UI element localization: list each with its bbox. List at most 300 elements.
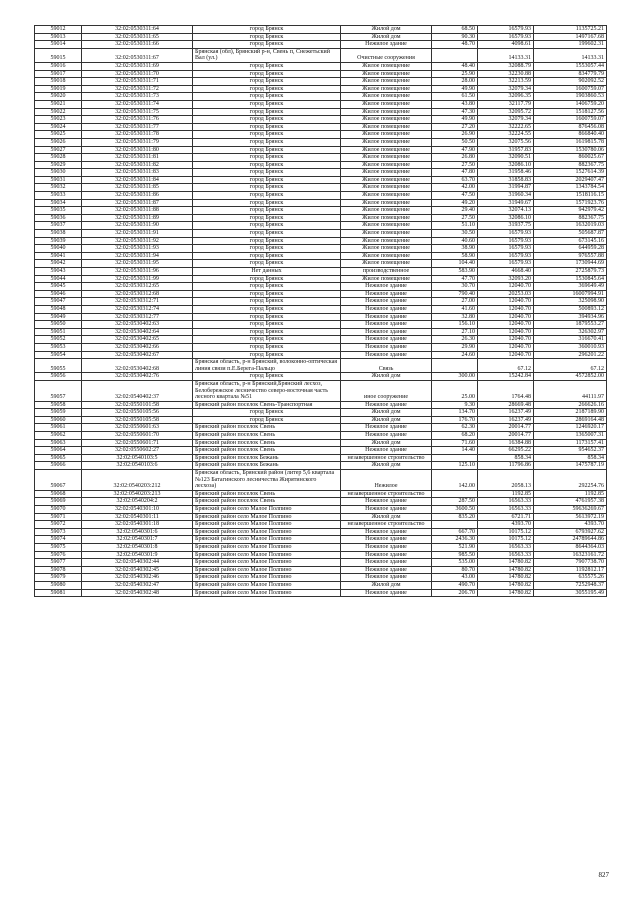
cost-per-unit-cell: 16579.93 bbox=[478, 260, 534, 268]
cadastral-number-cell: 32:02:0550101:58 bbox=[82, 401, 193, 409]
address-cell: Брянский район поселок Свень bbox=[193, 424, 341, 432]
cost-per-unit-cell: 32075.56 bbox=[478, 138, 534, 146]
cadastral-number-cell: 32:02:0530402:63 bbox=[82, 321, 193, 329]
address-cell: город Брянск bbox=[193, 416, 341, 424]
row-number-cell: 59078 bbox=[35, 566, 82, 574]
table-row bbox=[35, 230, 607, 238]
row-number-cell: 59052 bbox=[35, 336, 82, 344]
object-type-cell: Жилой дом bbox=[341, 462, 432, 470]
address-cell: город Брянск bbox=[193, 169, 341, 177]
table-row bbox=[35, 123, 607, 131]
table-row bbox=[35, 401, 607, 409]
row-number-cell: 59043 bbox=[35, 268, 82, 276]
object-type-cell: Жилой дом bbox=[341, 373, 432, 381]
object-type-cell: Жилое помещение bbox=[341, 184, 432, 192]
cost-per-unit-cell: 32079.34 bbox=[478, 85, 534, 93]
row-number-cell: 59025 bbox=[35, 131, 82, 139]
cost-per-unit-cell: 20253.03 bbox=[478, 290, 534, 298]
object-type-cell: Нежилое bbox=[341, 470, 432, 491]
cadastral-value-cell: 1518127.56 bbox=[534, 108, 607, 116]
object-type-cell: Нежилое здание bbox=[341, 589, 432, 597]
table-row bbox=[35, 154, 607, 162]
cost-per-unit-cell: 12040.70 bbox=[478, 298, 534, 306]
area-cell: 27.50 bbox=[432, 214, 478, 222]
area-cell: 26.30 bbox=[432, 336, 478, 344]
object-type-cell: Жилое помещение bbox=[341, 207, 432, 215]
object-type-cell: Жилое помещение bbox=[341, 85, 432, 93]
object-type-cell: Нежилое здание bbox=[341, 447, 432, 455]
cost-per-unit-cell: 32088.79 bbox=[478, 62, 534, 70]
object-type-cell: Нежилое здание bbox=[341, 559, 432, 567]
cadastral-number-cell: 32:02:0530311:99 bbox=[82, 275, 193, 283]
table-row bbox=[35, 192, 607, 200]
cadastral-number-cell: 32:02:0530311:80 bbox=[82, 146, 193, 154]
area-cell: 134.70 bbox=[432, 409, 478, 417]
object-type-cell: незавершенное строительство bbox=[341, 454, 432, 462]
table-row bbox=[35, 131, 607, 139]
address-cell: город Брянск bbox=[193, 70, 341, 78]
object-type-cell: иное сооружение bbox=[341, 380, 432, 401]
cadastral-number-cell: 32:02:0550601:70 bbox=[82, 432, 193, 440]
table-row bbox=[35, 506, 607, 514]
cost-per-unit-cell: 14780.82 bbox=[478, 589, 534, 597]
cadastral-number-cell: 32:02:0530311:77 bbox=[82, 123, 193, 131]
cadastral-value-cell: 876456.08 bbox=[534, 123, 607, 131]
cost-per-unit-cell: 16563.33 bbox=[478, 543, 534, 551]
object-type-cell: Жилое помещение bbox=[341, 260, 432, 268]
area-cell: 47.70 bbox=[432, 275, 478, 283]
row-number-cell: 59018 bbox=[35, 78, 82, 86]
address-cell: город Брянск bbox=[193, 161, 341, 169]
cadastral-value-cell: 292254.76 bbox=[534, 470, 607, 491]
table-row bbox=[35, 409, 607, 417]
cost-per-unit-cell: 4668.40 bbox=[478, 268, 534, 276]
cost-per-unit-cell: 32090.51 bbox=[478, 154, 534, 162]
cadastral-value-cell: 1600759.07 bbox=[534, 85, 607, 93]
row-number-cell: 59034 bbox=[35, 199, 82, 207]
cadastral-number-cell: 32:02:0530311:86 bbox=[82, 192, 193, 200]
address-cell: Брянская область, Брянский район (литер 5,6 квартала №123 Батагинского лесничества Жирятинского лесхоза) bbox=[193, 470, 341, 491]
area-cell: 28.00 bbox=[432, 78, 478, 86]
address-cell: Брянский район поселок Свень bbox=[193, 490, 341, 498]
area-cell bbox=[432, 454, 478, 462]
table-row bbox=[35, 207, 607, 215]
object-type-cell: Жилое помещение bbox=[341, 230, 432, 238]
object-type-cell: Жилое помещение bbox=[341, 146, 432, 154]
object-type-cell: незавершенное строительство bbox=[341, 521, 432, 529]
cadastral-value-cell: 2725879.73 bbox=[534, 268, 607, 276]
address-cell: город Брянск bbox=[193, 62, 341, 70]
row-number-cell: 59066 bbox=[35, 462, 82, 470]
area-cell: 47.90 bbox=[432, 146, 478, 154]
cost-per-unit-cell: 12040.70 bbox=[478, 343, 534, 351]
cadastral-value-cell: 1527614.39 bbox=[534, 169, 607, 177]
address-cell: город Брянск bbox=[193, 237, 341, 245]
object-type-cell: Нежилое здание bbox=[341, 432, 432, 440]
row-number-cell: 59079 bbox=[35, 574, 82, 582]
object-type-cell: Жилой дом bbox=[341, 513, 432, 521]
cadastral-number-cell: 32:02:0540302:44 bbox=[82, 559, 193, 567]
row-number-cell: 59071 bbox=[35, 513, 82, 521]
table-row bbox=[35, 305, 607, 313]
row-number-cell: 59027 bbox=[35, 146, 82, 154]
table-row bbox=[35, 432, 607, 440]
row-number-cell: 59032 bbox=[35, 184, 82, 192]
row-number-cell: 59081 bbox=[35, 589, 82, 597]
cost-per-unit-cell: 32074.13 bbox=[478, 207, 534, 215]
cadastral-number-cell: 32:02:0530311:90 bbox=[82, 222, 193, 230]
cadastral-number-cell: 32:02:0540302:48 bbox=[82, 589, 193, 597]
cadastral-value-cell: 5613972.19 bbox=[534, 513, 607, 521]
area-cell: 27.00 bbox=[432, 298, 478, 306]
area-cell: 62.30 bbox=[432, 424, 478, 432]
cost-per-unit-cell: 31958.46 bbox=[478, 169, 534, 177]
row-number-cell: 59067 bbox=[35, 470, 82, 491]
area-cell: 32.80 bbox=[432, 313, 478, 321]
table-row bbox=[35, 551, 607, 559]
cadastral-value-cell: 1497167.68 bbox=[534, 33, 607, 41]
row-number-cell: 59036 bbox=[35, 214, 82, 222]
cost-per-unit-cell: 16237.49 bbox=[478, 409, 534, 417]
cost-per-unit-cell: 16579.93 bbox=[478, 33, 534, 41]
cadastral-value-cell: 316670.41 bbox=[534, 336, 607, 344]
object-type-cell: Нежилое здание bbox=[341, 283, 432, 291]
area-cell: 27.10 bbox=[432, 328, 478, 336]
object-type-cell: Жилое помещение bbox=[341, 169, 432, 177]
cadastral-number-cell: 32:02:0540301:8 bbox=[82, 543, 193, 551]
cost-per-unit-cell: 12040.70 bbox=[478, 321, 534, 329]
cadastral-value-cell: 1406759.20 bbox=[534, 100, 607, 108]
cadastral-value-cell: 858.34 bbox=[534, 454, 607, 462]
row-number-cell: 59080 bbox=[35, 581, 82, 589]
object-type-cell: Жилое помещение bbox=[341, 108, 432, 116]
area-cell: 835.20 bbox=[432, 513, 478, 521]
cost-per-unit-cell: 16579.93 bbox=[478, 245, 534, 253]
row-number-cell: 59068 bbox=[35, 490, 82, 498]
cadastral-value-cell: 4572852.00 bbox=[534, 373, 607, 381]
table-row bbox=[35, 521, 607, 529]
area-cell: 68.20 bbox=[432, 432, 478, 440]
cost-per-unit-cell: 6721.71 bbox=[478, 513, 534, 521]
cost-per-unit-cell: 32230.88 bbox=[478, 70, 534, 78]
cadastral-number-cell: 32:02:0530402:66 bbox=[82, 343, 193, 351]
cadastral-number-cell: 32:02:0540301:7 bbox=[82, 536, 193, 544]
object-type-cell: Жилой дом bbox=[341, 439, 432, 447]
area-cell: 30.50 bbox=[432, 230, 478, 238]
table-row bbox=[35, 559, 607, 567]
address-cell: город Брянск bbox=[193, 245, 341, 253]
cadastral-value-cell: 1553057.44 bbox=[534, 62, 607, 70]
row-number-cell: 59038 bbox=[35, 230, 82, 238]
area-cell: 25.90 bbox=[432, 70, 478, 78]
cost-per-unit-cell: 32095.72 bbox=[478, 108, 534, 116]
cadastral-value-cell: 59636269.67 bbox=[534, 506, 607, 514]
address-cell: город Брянск bbox=[193, 138, 341, 146]
object-type-cell: Жилой дом bbox=[341, 416, 432, 424]
object-type-cell: Жилой дом bbox=[341, 581, 432, 589]
table-row bbox=[35, 543, 607, 551]
cost-per-unit-cell: 4098.61 bbox=[478, 41, 534, 49]
cadastral-value-cell: 326302.97 bbox=[534, 328, 607, 336]
area-cell: 206.70 bbox=[432, 589, 478, 597]
table-row bbox=[35, 343, 607, 351]
cadastral-value-cell: 7252948.37 bbox=[534, 581, 607, 589]
cadastral-number-cell: 32:02:0530311:95 bbox=[82, 260, 193, 268]
cadastral-number-cell: 32:02:0530311:91 bbox=[82, 230, 193, 238]
object-type-cell: Жилое помещение bbox=[341, 275, 432, 283]
table-row bbox=[35, 161, 607, 169]
row-number-cell: 59012 bbox=[35, 26, 82, 34]
address-cell: город Брянск bbox=[193, 116, 341, 124]
table-row bbox=[35, 33, 607, 41]
row-number-cell: 59016 bbox=[35, 62, 82, 70]
table-row bbox=[35, 41, 607, 49]
cadastral-number-cell: 32:02:0550105:56 bbox=[82, 409, 193, 417]
cadastral-number-cell: 32:02:0530311:79 bbox=[82, 138, 193, 146]
row-number-cell: 59020 bbox=[35, 93, 82, 101]
area-cell: 9.30 bbox=[432, 401, 478, 409]
table-row bbox=[35, 214, 607, 222]
cadastral-value-cell: 44111.97 bbox=[534, 380, 607, 401]
table-row bbox=[35, 298, 607, 306]
object-type-cell: Нежилое здание bbox=[341, 351, 432, 359]
object-type-cell: производственное bbox=[341, 268, 432, 276]
cadastral-value-cell: 16323161.72 bbox=[534, 551, 607, 559]
cadastral-value-cell: 1475787.19 bbox=[534, 462, 607, 470]
cadastral-value-cell: 902092.52 bbox=[534, 78, 607, 86]
table-row bbox=[35, 62, 607, 70]
cadastral-number-cell: 32:02:0530312:71 bbox=[82, 298, 193, 306]
object-type-cell: Жилое помещение bbox=[341, 78, 432, 86]
object-type-cell: Жилое помещение bbox=[341, 161, 432, 169]
address-cell: город Брянск bbox=[193, 351, 341, 359]
cadastral-value-cell: 976557.88 bbox=[534, 252, 607, 260]
address-cell: город Брянск bbox=[193, 33, 341, 41]
table-row bbox=[35, 536, 607, 544]
cadastral-value-cell: 16007994.91 bbox=[534, 290, 607, 298]
address-cell: город Брянск bbox=[193, 100, 341, 108]
cadastral-value-cell: 2029407.47 bbox=[534, 176, 607, 184]
address-cell: город Брянск bbox=[193, 290, 341, 298]
cadastral-number-cell: 32:02:0530311:85 bbox=[82, 184, 193, 192]
area-cell: 42.00 bbox=[432, 184, 478, 192]
table-row bbox=[35, 321, 607, 329]
address-cell: город Брянск bbox=[193, 328, 341, 336]
object-type-cell: Жилой дом bbox=[341, 33, 432, 41]
cost-per-unit-cell: 14133.31 bbox=[478, 48, 534, 62]
table-row bbox=[35, 108, 607, 116]
address-cell: город Брянск bbox=[193, 176, 341, 184]
address-cell: Брянский район село Малое Полпино bbox=[193, 543, 341, 551]
cadastral-number-cell: 32:02:0530311:73 bbox=[82, 93, 193, 101]
address-cell: город Брянск bbox=[193, 85, 341, 93]
area-cell: 61.50 bbox=[432, 93, 478, 101]
cadastral-value-cell: 500893.12 bbox=[534, 305, 607, 313]
table-row bbox=[35, 589, 607, 597]
row-number-cell: 59045 bbox=[35, 283, 82, 291]
table-row bbox=[35, 470, 607, 491]
cadastral-number-cell: 32:02:0530311:72 bbox=[82, 85, 193, 93]
cost-per-unit-cell: 16237.49 bbox=[478, 416, 534, 424]
cadastral-value-cell: 4761957.38 bbox=[534, 498, 607, 506]
cadastral-number-cell: 32:02:0550601:71 bbox=[82, 439, 193, 447]
cadastral-value-cell: 1632019.03 bbox=[534, 222, 607, 230]
row-number-cell: 59074 bbox=[35, 536, 82, 544]
cadastral-number-cell: 32:02:0540301:9 bbox=[82, 551, 193, 559]
row-number-cell: 59076 bbox=[35, 551, 82, 559]
cost-per-unit-cell: 16563.33 bbox=[478, 506, 534, 514]
cost-per-unit-cell: 67.12 bbox=[478, 359, 534, 373]
cadastral-value-cell: 635575.26 bbox=[534, 574, 607, 582]
area-cell: 300.00 bbox=[432, 373, 478, 381]
cadastral-value-cell: 1173157.41 bbox=[534, 439, 607, 447]
area-cell: 156.10 bbox=[432, 321, 478, 329]
cost-per-unit-cell: 32222.65 bbox=[478, 123, 534, 131]
cadastral-number-cell: 32:02:0530311:82 bbox=[82, 161, 193, 169]
table-row bbox=[35, 313, 607, 321]
cadastral-value-cell: 1571923.76 bbox=[534, 199, 607, 207]
table-row bbox=[35, 336, 607, 344]
cadastral-number-cell: 32:02:0530311:93 bbox=[82, 245, 193, 253]
row-number-cell: 59048 bbox=[35, 305, 82, 313]
area-cell bbox=[432, 521, 478, 529]
cost-per-unit-cell: 31960.34 bbox=[478, 192, 534, 200]
cadastral-value-cell: 3055195.49 bbox=[534, 589, 607, 597]
row-number-cell: 59053 bbox=[35, 343, 82, 351]
table-row bbox=[35, 439, 607, 447]
object-type-cell: Жилое помещение bbox=[341, 199, 432, 207]
cadastral-number-cell: 32:02:0540302:45 bbox=[82, 566, 193, 574]
table-row bbox=[35, 498, 607, 506]
cadastral-number-cell: 32:02:0540301:11 bbox=[82, 513, 193, 521]
area-cell: 48.70 bbox=[432, 41, 478, 49]
cadastral-number-cell: 32:02:0540302:47 bbox=[82, 581, 193, 589]
cost-per-unit-cell: 14780.82 bbox=[478, 566, 534, 574]
area-cell: 583.90 bbox=[432, 268, 478, 276]
cadastral-number-cell: 32:02:0530311:65 bbox=[82, 33, 193, 41]
cadastral-value-cell: 4393.70 bbox=[534, 521, 607, 529]
address-cell: Брянский район село Малое Полпино bbox=[193, 528, 341, 536]
table-row bbox=[35, 283, 607, 291]
area-cell: 58.90 bbox=[432, 252, 478, 260]
cadastral-value-cell: 942979.42 bbox=[534, 207, 607, 215]
cadastral-number-cell: 32:02:0540301:10 bbox=[82, 506, 193, 514]
area-cell: 142.00 bbox=[432, 470, 478, 491]
object-type-cell: Нежилое здание bbox=[341, 574, 432, 582]
table-row bbox=[35, 574, 607, 582]
address-cell: город Брянск bbox=[193, 298, 341, 306]
row-number-cell: 59019 bbox=[35, 85, 82, 93]
area-cell: 40.60 bbox=[432, 237, 478, 245]
cadastral-number-cell: 32:02:0530312:65 bbox=[82, 283, 193, 291]
cost-per-unit-cell: 16579.93 bbox=[478, 26, 534, 34]
row-number-cell: 59055 bbox=[35, 359, 82, 373]
cadastral-value-cell: 1530780.06 bbox=[534, 146, 607, 154]
table-row bbox=[35, 490, 607, 498]
object-type-cell: Нежилое здание bbox=[341, 305, 432, 313]
table-row bbox=[35, 275, 607, 283]
area-cell: 30.70 bbox=[432, 283, 478, 291]
object-type-cell: Жилое помещение bbox=[341, 131, 432, 139]
cost-per-unit-cell: 15242.84 bbox=[478, 373, 534, 381]
area-cell: 790.40 bbox=[432, 290, 478, 298]
address-cell: город Брянск bbox=[193, 336, 341, 344]
address-cell: город Брянск bbox=[193, 409, 341, 417]
address-cell: Брянский район село Малое Полпино bbox=[193, 521, 341, 529]
area-cell: 27.50 bbox=[432, 161, 478, 169]
area-cell: 47.80 bbox=[432, 169, 478, 177]
address-cell: Брянский район село Малое Полпино bbox=[193, 589, 341, 597]
cost-per-unit-cell: 32086.10 bbox=[478, 214, 534, 222]
object-type-cell: Нежилое здание bbox=[341, 536, 432, 544]
cadastral-number-cell: 32:02:0530311:81 bbox=[82, 154, 193, 162]
cadastral-value-cell: 360010.93 bbox=[534, 343, 607, 351]
area-cell: 27.20 bbox=[432, 123, 478, 131]
table-row bbox=[35, 252, 607, 260]
cost-per-unit-cell: 12040.70 bbox=[478, 283, 534, 291]
object-type-cell: Жилое помещение bbox=[341, 252, 432, 260]
area-cell: 985.50 bbox=[432, 551, 478, 559]
address-cell: Брянский район село Малое Полпино bbox=[193, 536, 341, 544]
cadastral-number-cell: 32:02:0540203:212 bbox=[82, 470, 193, 491]
table-row bbox=[35, 566, 607, 574]
row-number-cell: 59029 bbox=[35, 161, 82, 169]
cadastral-value-cell: 2187189.90 bbox=[534, 409, 607, 417]
cadastral-value-cell: 369649.49 bbox=[534, 283, 607, 291]
area-cell: 287.50 bbox=[432, 498, 478, 506]
area-cell: 49.90 bbox=[432, 116, 478, 124]
area-cell: 535.00 bbox=[432, 559, 478, 567]
cadastral-value-cell: 266626.16 bbox=[534, 401, 607, 409]
cadastral-number-cell: 32:02:0540301:18 bbox=[82, 521, 193, 529]
cost-per-unit-cell: 32086.10 bbox=[478, 161, 534, 169]
cadastral-number-cell: 32:02:0530311:87 bbox=[82, 199, 193, 207]
cadastral-number-cell: 32:02:0530402:68 bbox=[82, 359, 193, 373]
cost-per-unit-cell: 1764.48 bbox=[478, 380, 534, 401]
object-type-cell: Нежилое здание bbox=[341, 528, 432, 536]
cadastral-number-cell: 32:02:0530311:96 bbox=[82, 268, 193, 276]
area-cell: 521.90 bbox=[432, 543, 478, 551]
cadastral-value-cell: 1879553.27 bbox=[534, 321, 607, 329]
row-number-cell: 59024 bbox=[35, 123, 82, 131]
cost-per-unit-cell: 10175.12 bbox=[478, 528, 534, 536]
address-cell: город Брянск bbox=[193, 313, 341, 321]
cadastral-value-cell: 673145.16 bbox=[534, 237, 607, 245]
address-cell: город Брянск bbox=[193, 222, 341, 230]
address-cell: Брянский район поселок Свень bbox=[193, 432, 341, 440]
address-cell: город Брянск bbox=[193, 26, 341, 34]
area-cell: 80.70 bbox=[432, 566, 478, 574]
cadastral-value-cell: 1619815.78 bbox=[534, 138, 607, 146]
address-cell: Брянский район поселок Свень bbox=[193, 439, 341, 447]
address-cell: город Брянск bbox=[193, 41, 341, 49]
object-type-cell: Жилое помещение bbox=[341, 222, 432, 230]
cost-per-unit-cell: 32096.35 bbox=[478, 93, 534, 101]
cadastral-value-cell: 954652.37 bbox=[534, 447, 607, 455]
address-cell: Брянский район поселок Свень bbox=[193, 447, 341, 455]
cadastral-value-cell: 14133.31 bbox=[534, 48, 607, 62]
area-cell: 49.20 bbox=[432, 199, 478, 207]
cadastral-value-cell: 2869164.48 bbox=[534, 416, 607, 424]
cadastral-value-cell: 199602.31 bbox=[534, 41, 607, 49]
row-number-cell: 59077 bbox=[35, 559, 82, 567]
cadastral-value-cell: 1518116.15 bbox=[534, 192, 607, 200]
cost-per-unit-cell: 11796.86 bbox=[478, 462, 534, 470]
object-type-cell: Нежилое здание bbox=[341, 566, 432, 574]
area-cell: 667.70 bbox=[432, 528, 478, 536]
row-number-cell: 59057 bbox=[35, 380, 82, 401]
row-number-cell: 59070 bbox=[35, 506, 82, 514]
